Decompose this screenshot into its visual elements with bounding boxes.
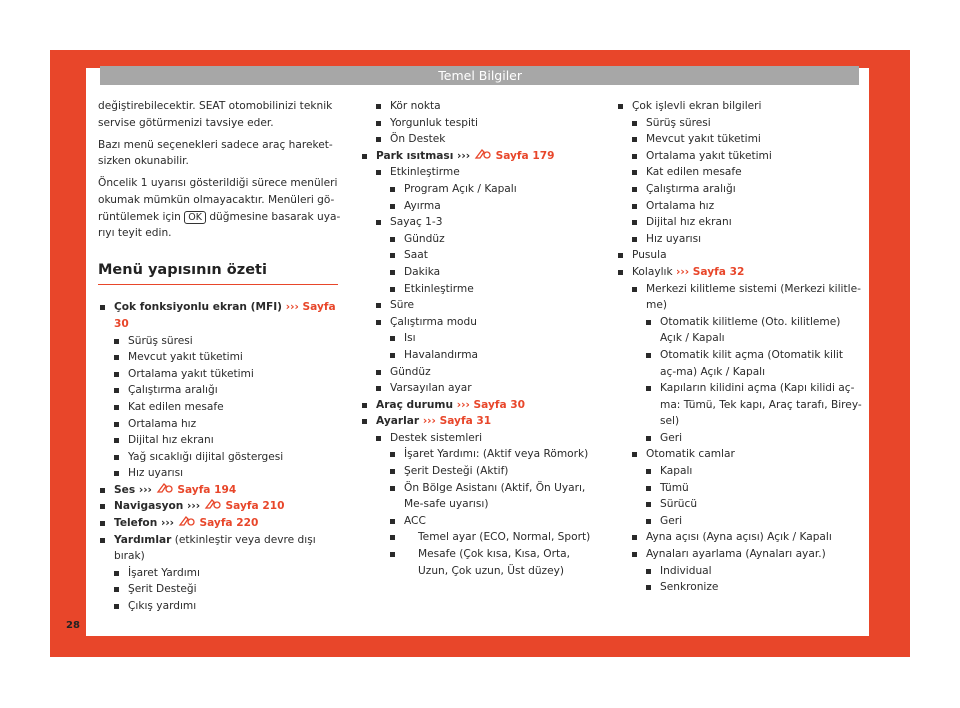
list-item: Sürücü bbox=[616, 496, 862, 513]
list-item: Navigasyon ››› Sayfa 210 bbox=[98, 498, 346, 515]
paragraph: değiştirebilecektir. SEAT otomobilinizi teknik servise götürmenizi tavsiye eder. bbox=[98, 100, 333, 129]
paragraph: Bazı menü seçenekleri sadece araç hareket-sizken okunabilir. bbox=[98, 138, 333, 168]
list-item: Geri bbox=[616, 513, 862, 530]
ok-key-label: OK bbox=[184, 211, 206, 224]
page-reference-link[interactable]: ››› Sayfa 30 bbox=[114, 301, 336, 330]
list-item: Dijital hız ekranı bbox=[98, 432, 346, 449]
list-item: Ön Bölge Asistanı (Aktif, Ön Uyarı, Me-safe uyarısı) bbox=[360, 480, 598, 513]
page-reference-link[interactable]: Sayfa 179 bbox=[495, 149, 555, 162]
page-reference-link[interactable]: ››› Sayfa 31 bbox=[422, 415, 492, 428]
list-item: Park ısıtması ››› Sayfa 179 bbox=[360, 148, 598, 165]
list-item: Sürüş süresi bbox=[616, 115, 862, 132]
list-item: Kör nokta bbox=[360, 98, 598, 115]
list-item: ACC bbox=[360, 513, 598, 530]
page-reference-link[interactable]: ››› Sayfa 32 bbox=[676, 265, 745, 278]
list-item: Kapıların kilidini açma (Kapı kilidi aç-ma: Tümü, Tek kapı, Araç tarafı, Birey-sel) bbox=[616, 380, 862, 430]
infotainment-book-icon bbox=[178, 515, 196, 527]
list-item: Mevcut yakıt tüketimi bbox=[616, 131, 862, 148]
list-item: Çok işlevli ekran bilgileri bbox=[616, 98, 862, 115]
list-item: Pusula bbox=[616, 247, 862, 264]
list-item: Çıkış yardımı bbox=[98, 598, 346, 615]
list-item: Araç durumu ››› Sayfa 30 bbox=[360, 397, 598, 414]
list-item: İşaret Yardımı: (Aktif veya Römork) bbox=[360, 446, 598, 463]
column-1 bbox=[98, 98, 346, 615]
list-item: Süre bbox=[360, 297, 598, 314]
page-reference-link[interactable]: Sayfa 220 bbox=[199, 517, 259, 530]
list-item: Yorgunluk tespiti bbox=[360, 115, 598, 132]
page-number: 28 bbox=[66, 620, 80, 631]
list-item: Hız uyarısı bbox=[616, 231, 862, 248]
list-item: Merkezi kilitleme sistemi (Merkezi kilitle-me) bbox=[616, 281, 862, 314]
list-item: Tümü bbox=[616, 480, 862, 497]
page-reference-link[interactable]: Sayfa 210 bbox=[225, 500, 285, 513]
list-item: Geri bbox=[616, 430, 862, 447]
list-item: Çok fonksiyonlu ekran (MFI) ››› Sayfa 30 bbox=[98, 299, 346, 332]
list-item: Otomatik kilitleme (Oto. kilitleme) Açık / Kapalı bbox=[616, 314, 862, 347]
list-item: Havalandırma bbox=[360, 347, 598, 364]
list-item: Program Açık / Kapalı bbox=[360, 181, 598, 198]
menu-list bbox=[616, 98, 862, 596]
list-item: Çalıştırma aralığı bbox=[98, 382, 346, 399]
list-item: Kat edilen mesafe bbox=[616, 164, 862, 181]
list-item: Temel ayar (ECO, Normal, Sport) bbox=[360, 529, 598, 546]
paragraph: Öncelik 1 uyarısı gösterildiği sürece menüleri okumak mümkün olmayacaktır. Menüleri gö-rüntülemek için OK düğmesine basarak uya-rıyı teyit edin. bbox=[98, 177, 341, 240]
list-item: Ayna açısı (Ayna açısı) Açık / Kapalı bbox=[616, 529, 862, 546]
list-item: Yardımlar (etkinleştir veya devre dışı bırak) bbox=[98, 532, 346, 565]
list-item: Isı bbox=[360, 330, 598, 347]
list-item: Çalıştırma modu bbox=[360, 314, 598, 331]
page-header: Temel Bilgiler bbox=[100, 66, 859, 85]
list-item: Varsayılan ayar bbox=[360, 380, 598, 397]
menu-list bbox=[360, 98, 598, 579]
list-item: Etkinleştirme bbox=[360, 281, 598, 298]
list-item: Ses ››› Sayfa 194 bbox=[98, 482, 346, 499]
list-item: Ortalama yakıt tüketimi bbox=[98, 366, 346, 383]
list-item: Dakika bbox=[360, 264, 598, 281]
list-item: Ortalama hız bbox=[98, 416, 346, 433]
list-item: Sürüş süresi bbox=[98, 333, 346, 350]
infotainment-book-icon bbox=[204, 498, 222, 510]
page-reference-link[interactable]: ››› Sayfa 30 bbox=[456, 398, 526, 411]
list-item: Ayarlar ››› Sayfa 31 bbox=[360, 413, 598, 430]
list-item: Sayaç 1-3 bbox=[360, 214, 598, 231]
list-item: Otomatik kilit açma (Otomatik kilit aç-ma) Açık / Kapalı bbox=[616, 347, 862, 380]
list-item: Saat bbox=[360, 247, 598, 264]
page-reference-link[interactable]: Sayfa 194 bbox=[177, 483, 237, 496]
infotainment-book-icon bbox=[156, 482, 174, 494]
menu-list bbox=[98, 299, 346, 614]
column-2 bbox=[360, 98, 598, 579]
list-item: Ayırma bbox=[360, 198, 598, 215]
list-item: Şerit Desteği (Aktif) bbox=[360, 463, 598, 480]
list-item: Destek sistemleri bbox=[360, 430, 598, 447]
list-item: Ön Destek bbox=[360, 131, 598, 148]
infotainment-book-icon bbox=[474, 148, 492, 160]
list-item: Senkronize bbox=[616, 579, 862, 596]
list-item: Gündüz bbox=[360, 231, 598, 248]
list-item: Mesafe (Çok kısa, Kısa, Orta, Uzun, Çok uzun, Üst düzey) bbox=[360, 546, 598, 579]
list-item: Dijital hız ekranı bbox=[616, 214, 862, 231]
section-title: Menü yapısının özeti bbox=[98, 262, 338, 286]
list-item: Ortalama hız bbox=[616, 198, 862, 215]
list-item: Etkinleştirme bbox=[360, 164, 598, 181]
list-item: Individual bbox=[616, 563, 862, 580]
list-item: Hız uyarısı bbox=[98, 465, 346, 482]
list-item: Çalıştırma aralığı bbox=[616, 181, 862, 198]
list-item: Şerit Desteği bbox=[98, 581, 346, 598]
list-item: Kolaylık ››› Sayfa 32 bbox=[616, 264, 862, 281]
list-item: Gündüz bbox=[360, 364, 598, 381]
list-item: Ortalama yakıt tüketimi bbox=[616, 148, 862, 165]
list-item: Kapalı bbox=[616, 463, 862, 480]
list-item: Yağ sıcaklığı dijital göstergesi bbox=[98, 449, 346, 466]
list-item: İşaret Yardımı bbox=[98, 565, 346, 582]
list-item: Mevcut yakıt tüketimi bbox=[98, 349, 346, 366]
list-item: Aynaları ayarlama (Aynaları ayar.) bbox=[616, 546, 862, 563]
list-item: Telefon ››› Sayfa 220 bbox=[98, 515, 346, 532]
list-item: Otomatik camlar bbox=[616, 446, 862, 463]
list-item: Kat edilen mesafe bbox=[98, 399, 346, 416]
column-3 bbox=[616, 98, 862, 596]
